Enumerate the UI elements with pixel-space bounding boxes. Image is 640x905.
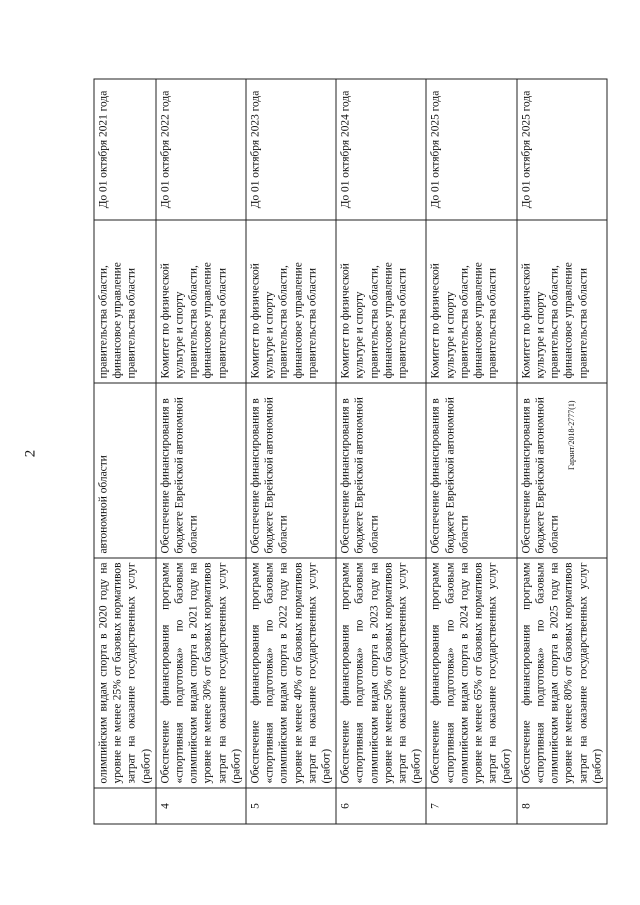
deadline-cell: До 01 октября 2021 года <box>94 79 156 220</box>
page-number: 2 <box>22 449 39 458</box>
row-number: 4 <box>156 788 246 824</box>
indicator-cell: Обеспечение финансирования в бюджете Еврейской автономной области <box>246 383 336 558</box>
table-row <box>426 79 516 824</box>
table-row-continuation <box>94 79 156 824</box>
row-number: 6 <box>336 788 426 824</box>
deadline-cell: До 01 октября 2025 года <box>426 79 516 220</box>
executor-cell: Комитет по физической культуре и спорту правительства области, финансовое управление правительства области <box>156 220 246 383</box>
row-number: 7 <box>426 788 516 824</box>
executor-cell: правительства области, финансовое управление правительства области <box>94 220 156 383</box>
indicator-cell: автономной области <box>94 383 156 558</box>
deadline-cell: До 01 октября 2024 года <box>336 79 426 220</box>
table-row <box>156 79 246 824</box>
document-code: Гарант/2018-2777(1) <box>567 400 576 470</box>
deadline-cell: До 01 октября 2023 года <box>246 79 336 220</box>
executor-cell: Комитет по физической культуре и спорту правительства области, финансовое управление правительства области <box>336 220 426 383</box>
row-number <box>94 788 156 824</box>
activity-cell: Обеспечение финансирования программ «спортивная подготовка» по базовым олимпийским видам спорта в 2022 году на уровне не менее 40% от базовых нормативов затрат на оказание государственных услуг (работ) <box>246 558 336 788</box>
indicator-cell: Обеспечение финансирования в бюджете Еврейской автономной области <box>517 383 607 558</box>
activity-cell: Обеспечение финансирования программ «спортивная подготовка» по базовым олимпийским видам спорта в 2025 году на уровне не менее 80% от базовых нормативов затрат на оказание государственных услуг (работ) <box>517 558 607 788</box>
executor-cell: Комитет по физической культуре и спорту правительства области, финансовое управление правительства области <box>517 220 607 383</box>
indicator-cell: Обеспечение финансирования в бюджете Еврейской автономной области <box>156 383 246 558</box>
indicator-cell: Обеспечение финансирования в бюджете Еврейской автономной области <box>426 383 516 558</box>
table-row <box>517 79 607 824</box>
executor-cell: Комитет по физической культуре и спорту правительства области, финансовое управление правительства области <box>426 220 516 383</box>
activity-cell: Обеспечение финансирования программ «спортивная подготовка» по базовым олимпийским видам спорта в 2021 году на уровне не менее 30% от базовых нормативов затрат на оказание государственных услуг (работ) <box>156 558 246 788</box>
table-row <box>246 79 336 824</box>
deadline-cell: До 01 октября 2022 года <box>156 79 246 220</box>
deadline-cell: До 01 октября 2025 года <box>517 79 607 220</box>
table-row <box>336 79 426 824</box>
plan-table <box>94 79 608 825</box>
row-number: 5 <box>246 788 336 824</box>
executor-cell: Комитет по физической культуре и спорту правительства области, финансовое управление правительства области <box>246 220 336 383</box>
indicator-cell: Обеспечение финансирования в бюджете Еврейской автономной области <box>336 383 426 558</box>
activity-cell: олимпийским видам спорта в 2020 году на уровне не менее 25% от базовых нормативов затрат на оказание государственных услуг (работ) <box>94 558 156 788</box>
row-number: 8 <box>517 788 607 824</box>
activity-cell: Обеспечение финансирования программ «спортивная подготовка» по базовым олимпийским видам спорта в 2023 году на уровне не менее 50% от базовых нормативов затрат на оказание государственных услуг (работ) <box>336 558 426 788</box>
activity-cell: Обеспечение финансирования программ «спортивная подготовка» по базовым олимпийским видам спорта в 2024 году на уровне не менее 65% от базовых нормативов затрат на оказание государственных услуг (работ) <box>426 558 516 788</box>
